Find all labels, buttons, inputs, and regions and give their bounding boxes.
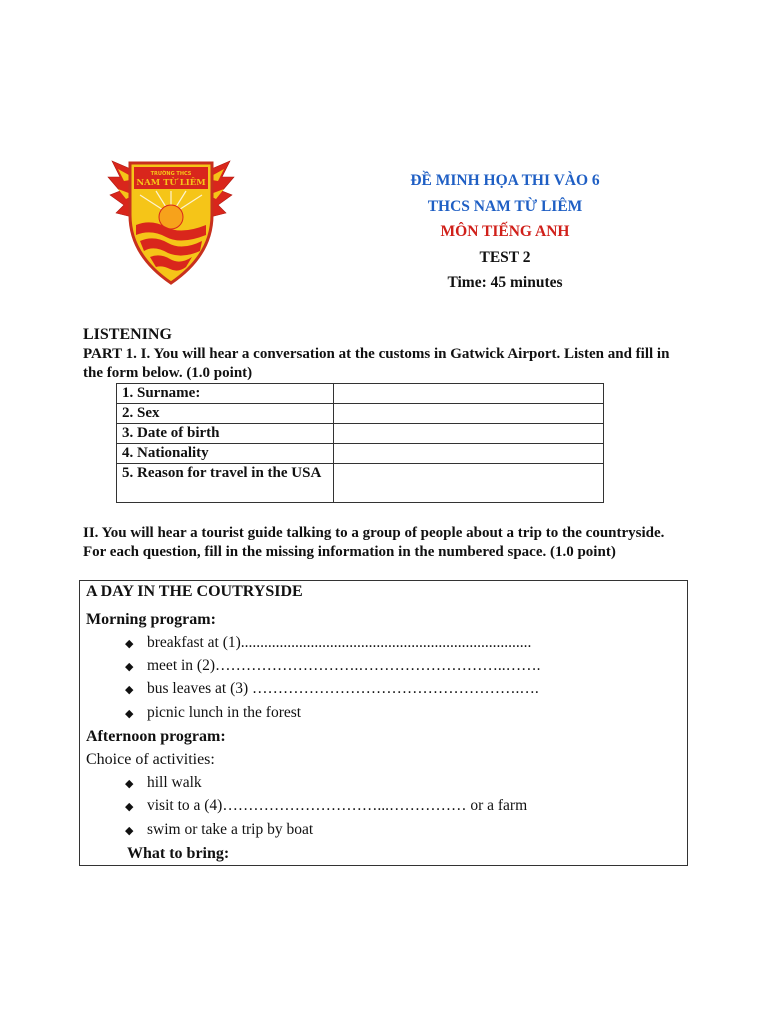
diamond-bullet-icon: ◆ [125,825,134,837]
box-title: A DAY IN THE COUTRYSIDE [86,583,303,600]
diamond-bullet-icon: ◆ [125,708,134,720]
afternoon-heading: Afternoon program: [86,728,226,745]
countryside-program-box [79,580,688,866]
table-row [117,444,604,464]
svg-text:TRƯỜNG THCS: TRƯỜNG THCS [150,171,192,177]
list-item: meet in (2)……………………….………………………..……. [147,657,541,674]
form-answer-cell[interactable] [334,424,604,444]
test-number: TEST 2 [479,248,531,266]
table-row [117,404,604,424]
form-label: 5. Reason for travel in the USA [117,464,334,503]
list-item: swim or take a trip by boat [147,821,314,838]
table-row [117,424,604,444]
list-item: bus leaves at (3) …………………………………………….…. [147,680,539,697]
school-name: THCS NAM TỪ LIÊM [427,197,583,215]
exam-header [380,168,630,296]
diamond-bullet-icon: ◆ [125,778,134,790]
part2-instructions: II. You will hear a tourist guide talking to a group of people about a trip to the countryside. For each question, fill in the missing information in the numbered space. (1.0 point) [83,525,665,560]
list-item: breakfast at (1)........................................................................... [147,634,532,651]
time-limit: Time: 45 minutes [447,274,563,291]
diamond-bullet-icon: ◆ [125,801,134,813]
bring-heading: What to bring: [127,845,230,862]
form-label: 3. Date of birth [117,424,334,444]
diamond-bullet-icon: ◆ [125,638,134,650]
list-item: visit to a (4)…………………………...…………… or a farm [147,797,528,814]
subject-name: MÔN TIẾNG ANH [440,223,570,240]
form-answer-cell[interactable] [334,444,604,464]
morning-heading: Morning program: [86,611,216,628]
list-item: picnic lunch in the forest [147,704,302,721]
section-heading-listening: LISTENING [83,326,172,343]
form-answer-cell[interactable] [334,384,604,404]
form-label: 2. Sex [117,404,334,424]
svg-text:NAM TỪ LIÊM: NAM TỪ LIÊM [136,178,206,188]
customs-form-table [116,383,604,503]
choice-label: Choice of activities: [86,751,215,768]
part1-instructions: PART 1. I. You will hear a conversation at the customs in Gatwick Airport. Listen and fill in the form below. (1.0 point) [83,346,670,381]
form-label: 4. Nationality [117,444,334,464]
form-answer-cell[interactable] [334,464,604,503]
table-row [117,384,604,404]
diamond-bullet-icon: ◆ [125,684,134,696]
exam-title: ĐỀ MINH HỌA THI VÀO 6 [410,172,600,189]
diamond-bullet-icon: ◆ [125,661,134,673]
school-logo [106,155,236,287]
form-label: 1. Surname: [117,384,334,404]
form-answer-cell[interactable] [334,404,604,424]
table-row [117,464,604,503]
list-item: hill walk [147,774,202,791]
